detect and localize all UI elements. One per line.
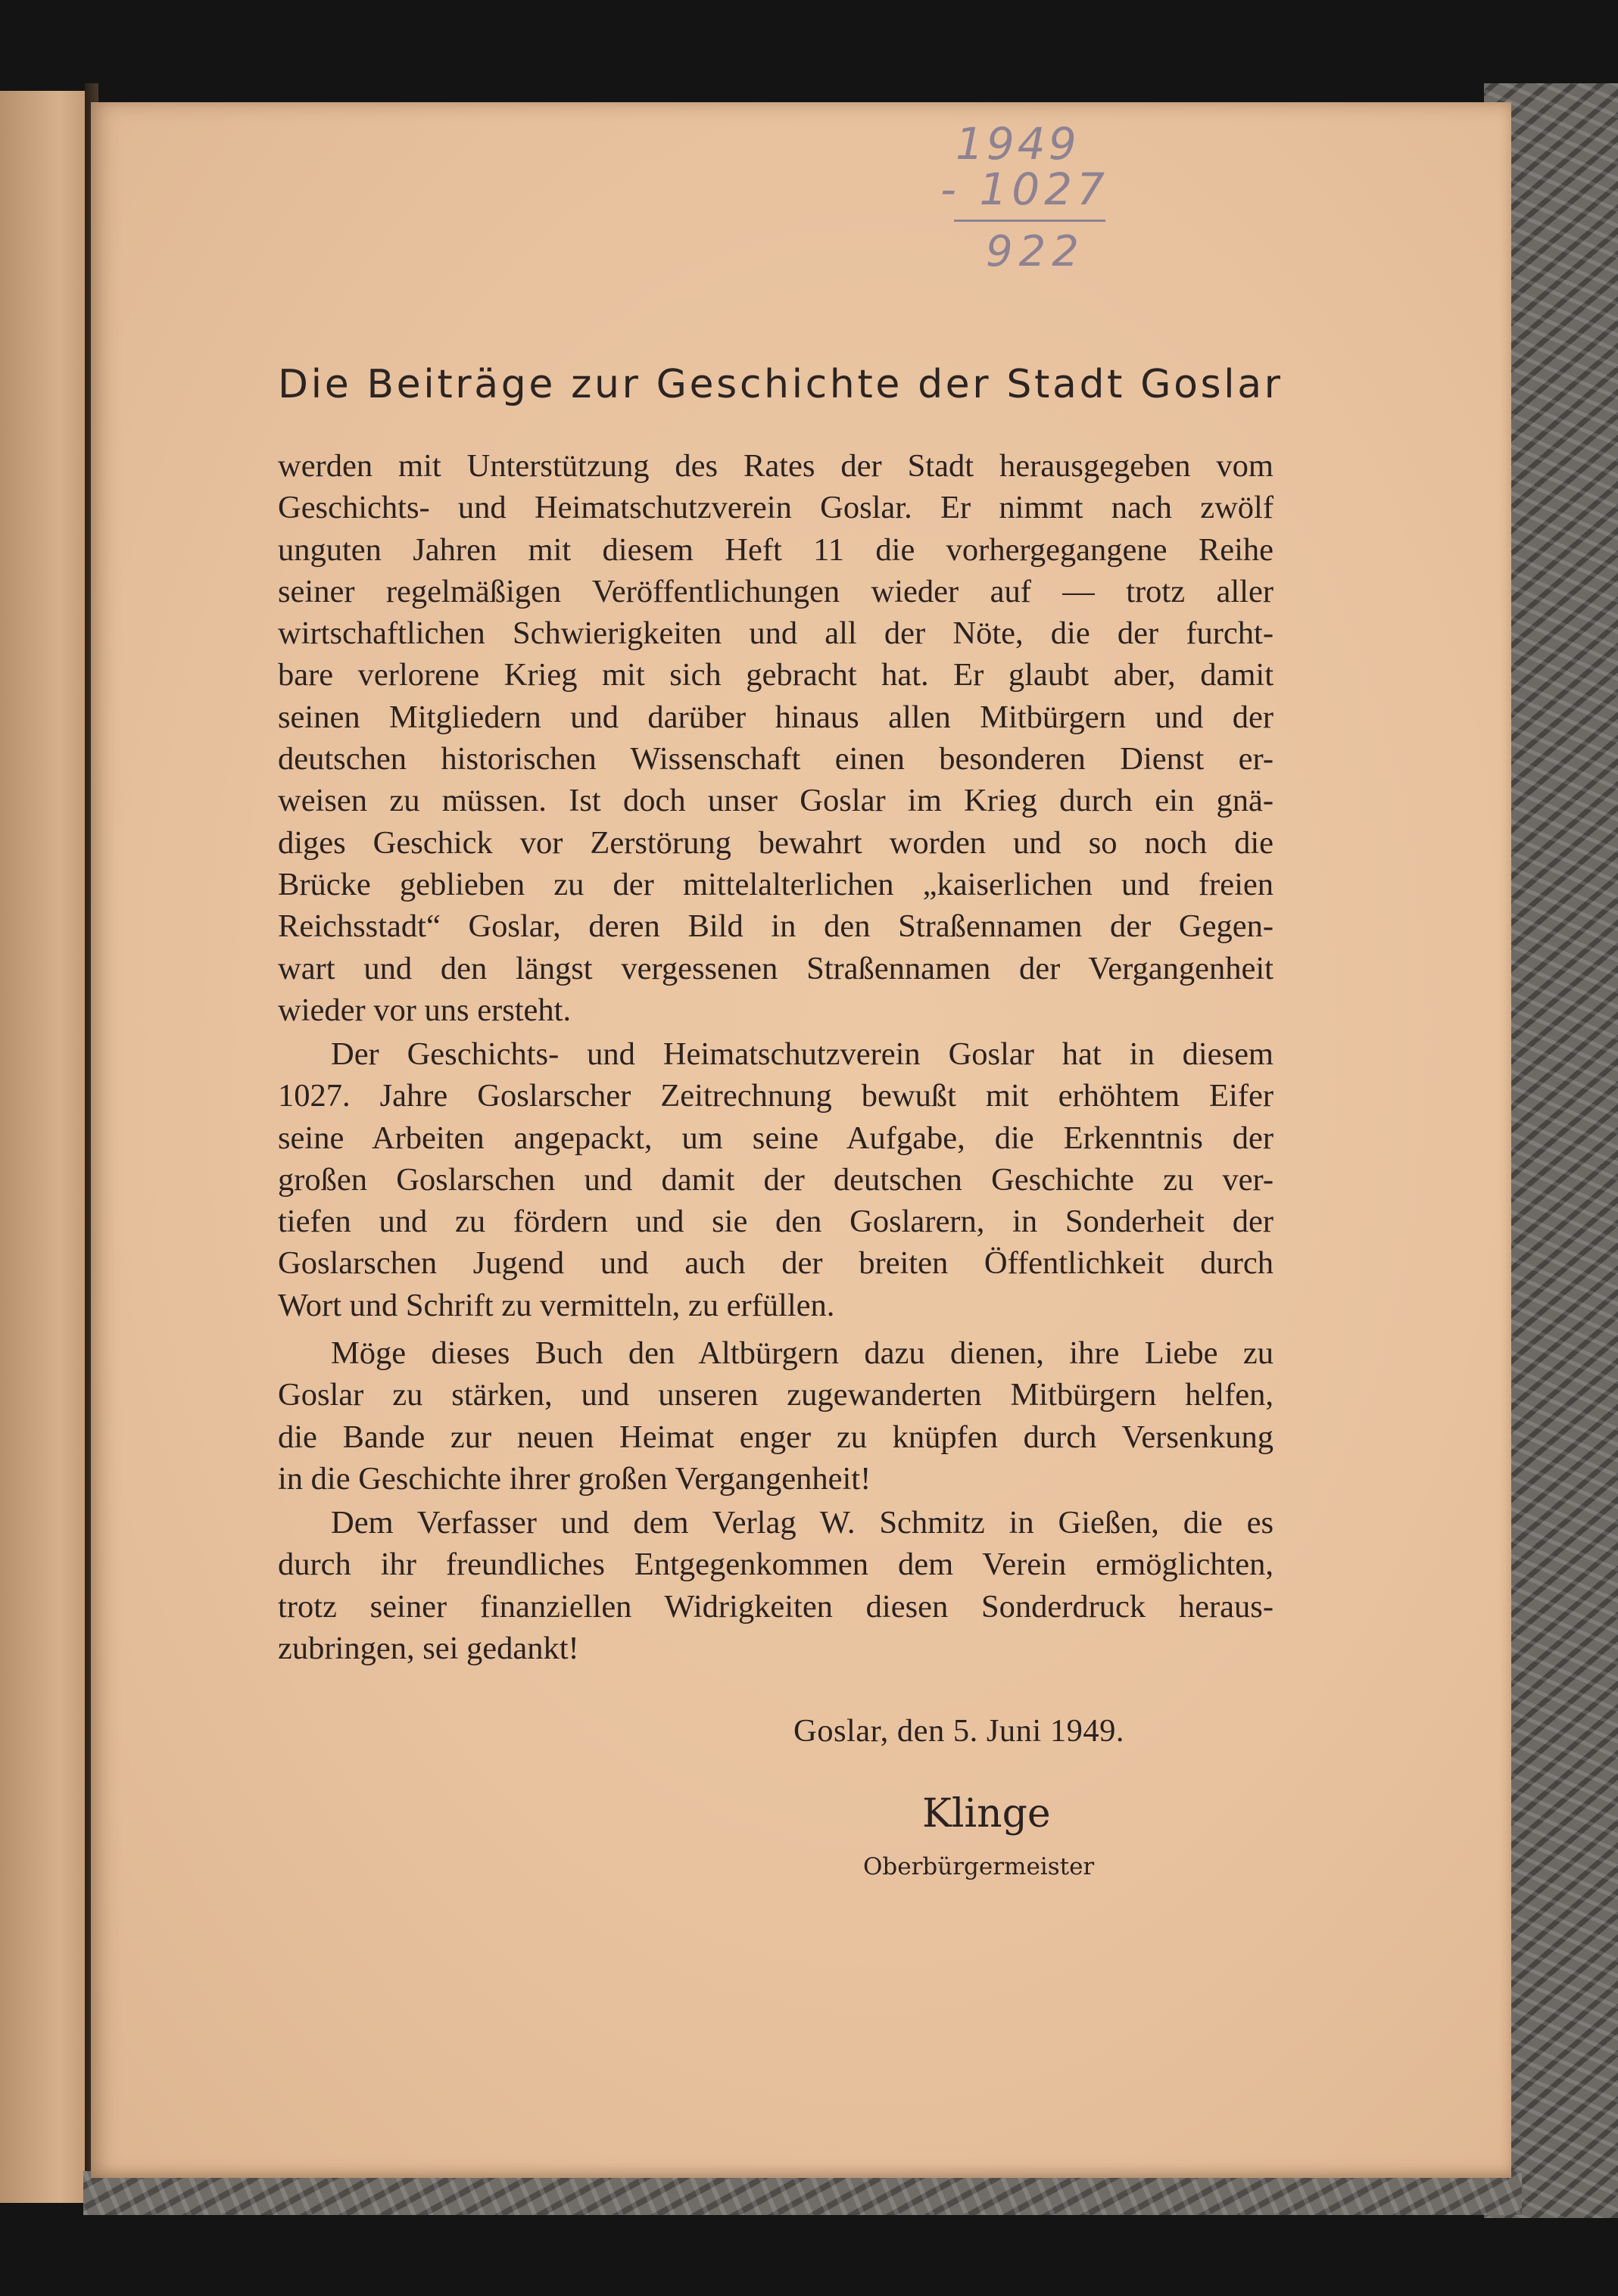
text-line: wieder vor uns ersteht.: [278, 992, 572, 1028]
paragraph-1: [278, 445, 1274, 1031]
page-heading: Die Beiträge zur Geschichte der Stadt Goslar: [278, 362, 1283, 407]
text-line: Der Geschichts- und Heimatschutzverein Goslar hat in diesem: [331, 1036, 1274, 1072]
call-number-line-3: 922: [986, 227, 1085, 276]
place-and-date: Goslar, den 5. Juni 1949.: [793, 1713, 1124, 1749]
text-line: seine Arbeiten angepackt, um seine Aufgabe, die Erkenntnis der: [278, 1120, 1274, 1156]
paragraph-3: [278, 1332, 1274, 1500]
text-line: bare verlorene Krieg mit sich gebracht hat. Er glaubt aber, damit: [278, 657, 1274, 693]
text-line: in die Geschichte ihrer großen Vergangenheit!: [278, 1460, 871, 1497]
signer-name: Klinge: [922, 1791, 1051, 1836]
text-line: Brücke geblieben zu der mittelalterlichen „kaiserlichen und freien: [278, 866, 1274, 902]
call-number-line-1: 1949: [956, 118, 1080, 170]
text-line: diges Geschick vor Zerstörung bewahrt worden und so noch die: [278, 824, 1274, 861]
text-line: wirtschaftlichen Schwierigkeiten und all der Nöte, die der furcht-: [278, 615, 1274, 652]
text-line: zubringen, sei gedankt!: [278, 1630, 579, 1666]
text-line: großen Goslarschen und damit der deutschen Geschichte zu ver-: [278, 1161, 1274, 1198]
text-line: Dem Verfasser und dem Verlag W. Schmitz in Gießen, die es: [331, 1505, 1274, 1541]
signer-title: Oberbürgermeister: [863, 1853, 1095, 1880]
text-line: Möge dieses Buch den Altbürgern dazu dienen, ihre Liebe zu: [331, 1335, 1274, 1371]
paragraph-2: [278, 1033, 1274, 1326]
text-line: durch ihr freundliches Entgegenkommen dem Verein ermöglichten,: [278, 1547, 1274, 1583]
text-line: Wort und Schrift zu vermitteln, zu erfüllen.: [278, 1287, 835, 1323]
text-line: Reichsstadt“ Goslar, deren Bild in den Straßennamen der Gegen-: [278, 908, 1274, 945]
text-line: seiner regelmäßigen Veröffentlichungen wieder auf — trotz aller: [278, 573, 1274, 609]
paragraph-4: [278, 1502, 1274, 1669]
text-line: trotz seiner finanziellen Widrigkeiten diesen Sonderdruck heraus-: [278, 1588, 1274, 1625]
text-line: werden mit Unterstützung des Rates der Stadt herausgegeben vom: [278, 448, 1274, 484]
handwritten-call-number: [931, 114, 1128, 280]
text-line: weisen zu müssen. Ist doch unser Goslar im Krieg durch ein gnä-: [278, 783, 1274, 819]
text-line: unguten Jahren mit diesem Heft 11 die vorhergegangene Reihe: [278, 531, 1274, 568]
text-line: die Bande zur neuen Heimat enger zu knüpfen durch Versenkung: [278, 1419, 1274, 1455]
text-line: Geschichts- und Heimatschutzverein Goslar. Er nimmt nach zwölf: [278, 490, 1274, 526]
previous-page-edge: [0, 91, 87, 2203]
text-line: Goslar zu stärken, und unseren zugewanderten Mitbürgern helfen,: [278, 1377, 1274, 1413]
text-line: seinen Mitgliedern und darüber hinaus allen Mitbürgern und der: [278, 699, 1274, 735]
text-line: wart und den längst vergessenen Straßennamen der Vergangenheit: [278, 950, 1274, 986]
call-number-divider: [954, 220, 1105, 222]
text-line: 1027. Jahre Goslarscher Zeitrechnung bewußt mit erhöhtem Eifer: [278, 1078, 1274, 1114]
text-line: Goslarschen Jugend und auch der breiten Öffentlichkeit durch: [278, 1245, 1274, 1282]
text-line: tiefen und zu fördern und sie den Goslarern, in Sonderheit der: [278, 1204, 1274, 1240]
call-number-line-2: - 1027: [940, 164, 1109, 215]
text-line: deutschen historischen Wissenschaft einen besonderen Dienst er-: [278, 741, 1274, 777]
